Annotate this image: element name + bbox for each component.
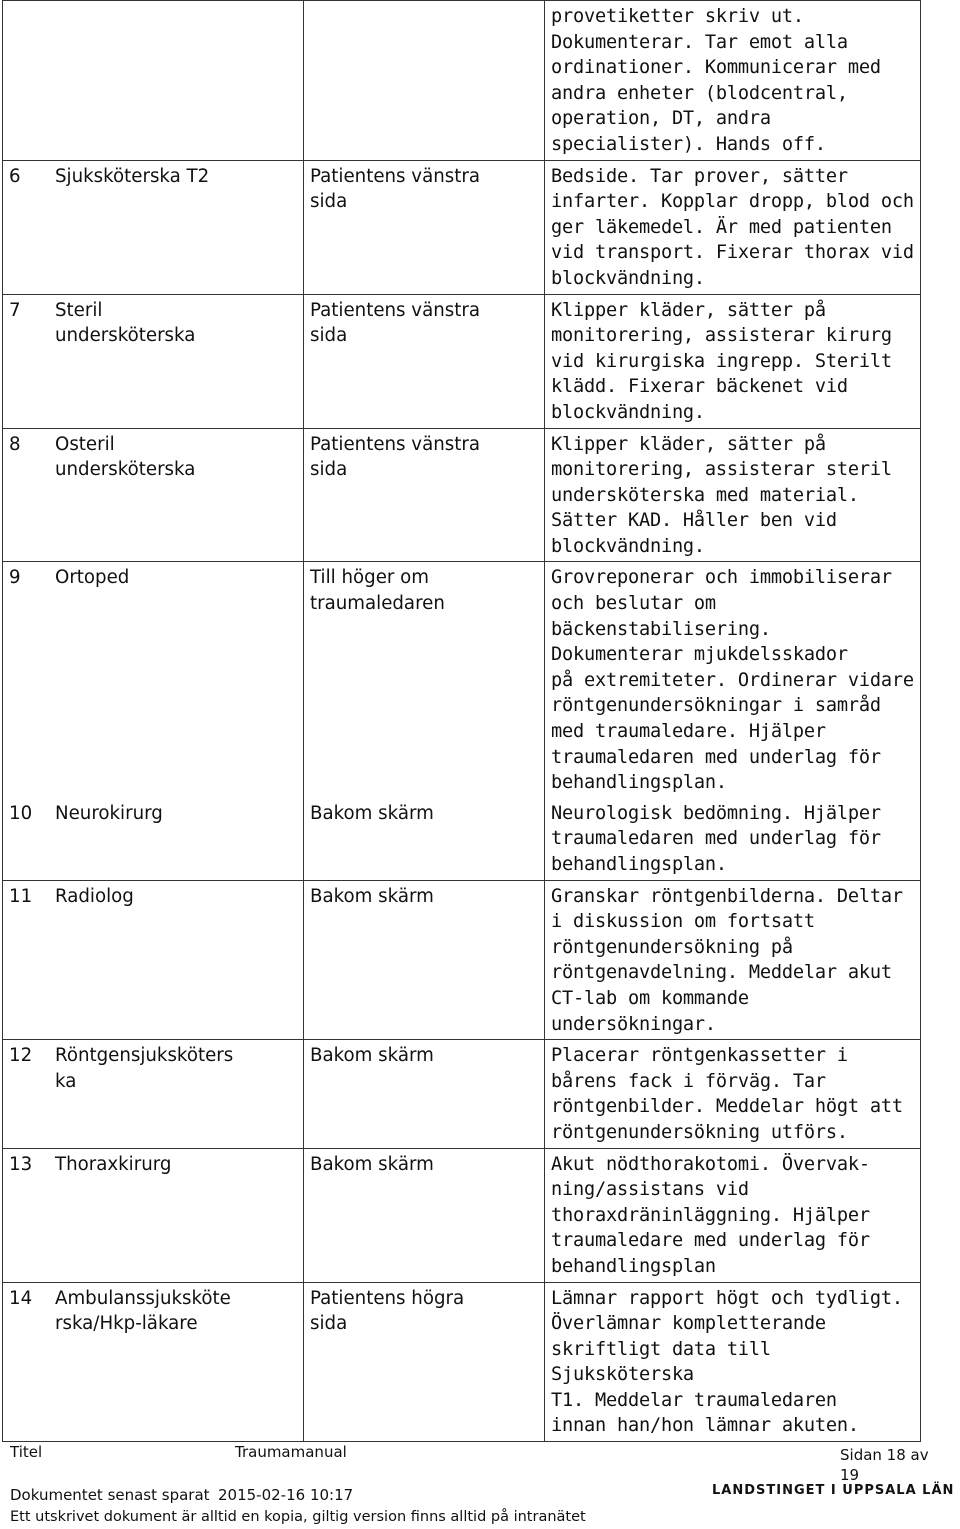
table-row — [3, 160, 921, 294]
role-number: 8 — [9, 433, 21, 455]
task-cell — [545, 1, 921, 161]
task-cell — [545, 1282, 921, 1442]
task-cell — [545, 562, 921, 798]
role-cell — [3, 798, 304, 880]
footer-page-number: Sidan 18 av 19 — [840, 1446, 929, 1484]
role-cell — [3, 1282, 304, 1442]
table-row — [3, 1148, 921, 1282]
role-number: 7 — [9, 299, 21, 321]
page-footer — [0, 1440, 960, 1529]
role-task: Granskar röntgenbilderna. Deltar i diskussion om fortsatt röntgenundersökning på röntgenavdelning. Meddelar akut CT-lab om kommande undersökningar. — [551, 885, 903, 1035]
location-cell — [304, 1148, 545, 1282]
role-name: Neurokirurg — [55, 802, 163, 824]
footer-organisation: LANDSTINGET I UPPSALA LÄN — [712, 1483, 955, 1498]
role-cell — [3, 294, 304, 428]
role-number: 12 — [9, 1045, 33, 1067]
location-cell — [304, 880, 545, 1040]
role-location: Patientens vänstra sida — [310, 165, 480, 213]
role-task: Neurologisk bedömning. Hjälper traumaledaren med underlag för behandlingsplan. — [551, 802, 881, 875]
role-cell — [3, 428, 304, 562]
location-cell — [304, 1040, 545, 1148]
task-cell — [545, 428, 921, 562]
role-name: Röntgensjuksköters ka — [55, 1045, 234, 1092]
role-task: Akut nödthorakotomi. Övervak- ning/assistans vid thoraxdräninläggning. Hjälper traumaledare med underlag för behandlingsplan — [551, 1153, 870, 1277]
task-cell — [545, 294, 921, 428]
role-name: Radiolog — [55, 885, 134, 907]
role-location: Patientens högra sida — [310, 1287, 465, 1335]
table-row — [3, 880, 921, 1040]
roles-table — [2, 0, 921, 1442]
role-name: Ambulanssjuksköte rska/Hkp-läkare — [55, 1287, 231, 1335]
task-cell — [545, 1040, 921, 1148]
role-name: Steril undersköterska — [55, 299, 196, 347]
role-name: Ortoped — [55, 567, 130, 589]
role-number: 6 — [9, 165, 21, 187]
role-task: provetiketter skriv ut. Dokumenterar. Tar emot alla ordinationer. Kommunicerar med andra enheter (blodcentral, operation, DT, andra specialister). Hands off. — [551, 6, 881, 155]
location-cell — [304, 562, 545, 798]
role-location: Bakom skärm — [310, 885, 434, 907]
location-cell — [304, 428, 545, 562]
footer-saved-date: 2015-02-16 10:17 — [218, 1486, 354, 1504]
location-cell — [304, 1282, 545, 1442]
location-cell — [304, 160, 545, 294]
table-row — [3, 1040, 921, 1148]
task-cell — [545, 880, 921, 1040]
role-location: Bakom skärm — [310, 1045, 434, 1067]
table-row — [3, 294, 921, 428]
footer-title-label: Titel — [10, 1443, 43, 1461]
role-location: Till höger om traumaledaren — [310, 567, 445, 615]
footer-saved-label: Dokumentet senast sparat — [10, 1486, 210, 1504]
footer-copy-note: Ett utskrivet dokument är alltid en kopia, giltig version finns alltid på intranätet — [10, 1509, 586, 1525]
role-name: Osteril undersköterska — [55, 433, 196, 481]
task-cell — [545, 160, 921, 294]
role-cell — [3, 160, 304, 294]
role-task: Placerar röntgenkassetter i bårens fack i förväg. Tar röntgenbilder. Meddelar högt att röntgenundersökning utförs. — [551, 1045, 903, 1143]
location-cell — [304, 294, 545, 428]
role-location: Bakom skärm — [310, 802, 434, 824]
role-location: Patientens vänstra sida — [310, 299, 480, 347]
role-task: Klipper kläder, sätter på monitorering, assisterar kirurg vid kirurgiska ingrepp. Sterilt klädd. Fixerar bäckenet vid blockvändning. — [551, 299, 892, 423]
location-cell — [304, 1, 545, 161]
role-cell — [3, 1148, 304, 1282]
role-number: 9 — [9, 567, 21, 589]
table-row — [3, 428, 921, 562]
role-cell — [3, 880, 304, 1040]
table-row — [3, 1282, 921, 1442]
role-cell — [3, 562, 304, 798]
role-location: Patientens vänstra sida — [310, 433, 480, 481]
role-number: 13 — [9, 1153, 33, 1175]
role-task: Bedside. Tar prover, sätter infarter. Kopplar dropp, blod och ger läkemedel. Är med patienten vid transport. Fixerar thorax vid blockvändning. — [551, 165, 914, 289]
role-cell — [3, 1, 304, 161]
role-location: Bakom skärm — [310, 1153, 434, 1175]
task-cell — [545, 798, 921, 880]
role-number: 14 — [9, 1287, 33, 1309]
roles-table-body — [3, 1, 921, 1442]
role-cell — [3, 1040, 304, 1148]
table-row — [3, 1, 921, 161]
role-number: 11 — [9, 885, 33, 907]
role-task: Klipper kläder, sätter på monitorering, assisterar steril undersköterska med material. Sätter KAD. Håller ben vid blockvändning. — [551, 433, 892, 557]
table-row — [3, 562, 921, 798]
role-task: Lämnar rapport högt och tydligt. Överlämnar kompletterande skriftligt data till Sjuksköterska T1. Meddelar traumaledaren innan han/hon lämnar akuten. — [551, 1287, 903, 1437]
task-cell — [545, 1148, 921, 1282]
role-task: Grovreponerar och immobiliserar och beslutar om bäckenstabilisering. Dokumenterar mjukdelsskador på extremiteter. Ordinerar vidare röntgenundersökningar i samråd med traumaledare. Hjälper traumaledaren med underlag för behandlingsplan. — [551, 567, 914, 794]
role-name: Thoraxkirurg — [55, 1153, 172, 1175]
role-number: 10 — [9, 802, 33, 824]
role-name: Sjuksköterska T2 — [55, 165, 210, 187]
table-row — [3, 798, 921, 880]
location-cell — [304, 798, 545, 880]
footer-title: Traumamanual — [235, 1443, 347, 1461]
